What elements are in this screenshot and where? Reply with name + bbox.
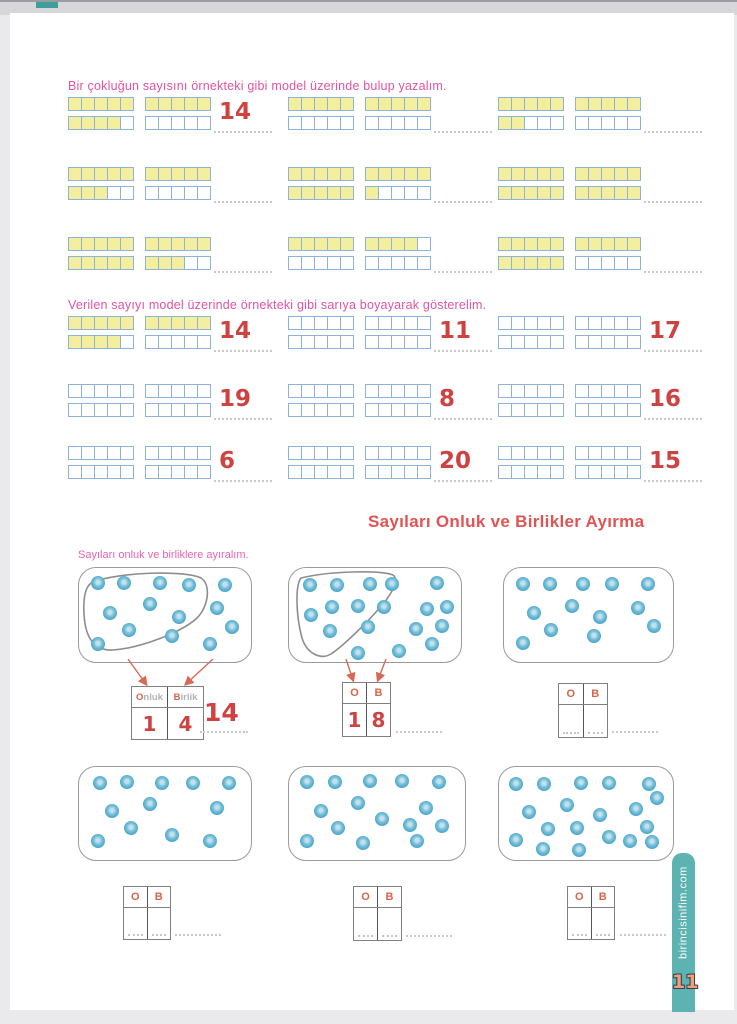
answer-number: 17 xyxy=(649,318,682,344)
tens-header: O xyxy=(361,891,370,903)
counter-dot xyxy=(155,776,169,790)
counter-dot xyxy=(509,777,523,791)
answer-number: 16 xyxy=(649,386,682,412)
counter-dot xyxy=(602,776,616,790)
dot-field xyxy=(499,767,673,860)
counter-dot xyxy=(645,835,659,849)
counter-dot xyxy=(356,836,370,850)
answer-number: 15 xyxy=(649,448,682,474)
counter-dot xyxy=(300,775,314,789)
page-number: 11 xyxy=(672,971,699,993)
counter-dot xyxy=(124,821,138,835)
counter-dot xyxy=(647,619,661,633)
counter-dot xyxy=(419,801,433,815)
counter-dot xyxy=(351,646,365,660)
tens-ones-table-1 xyxy=(131,686,204,740)
dot-field xyxy=(79,568,251,662)
tens-header: O xyxy=(566,688,576,700)
counter-dot xyxy=(222,776,236,790)
counter-dot xyxy=(574,776,588,790)
counter-dot xyxy=(516,577,530,591)
ones-header: B xyxy=(147,887,171,907)
counter-dot xyxy=(593,808,607,822)
answer-line[interactable] xyxy=(612,731,658,733)
ones-header: B xyxy=(591,887,615,907)
counter-dot xyxy=(143,797,157,811)
ones-header: B irlik xyxy=(167,687,203,707)
answer-line[interactable] xyxy=(406,935,452,937)
ones-value: 4 xyxy=(167,708,203,739)
counter-dot xyxy=(330,578,344,592)
tens-ones-table-6 xyxy=(567,886,615,940)
counter-dot xyxy=(587,629,601,643)
counter-dot xyxy=(435,619,449,633)
counter-dot xyxy=(210,801,224,815)
tens-value[interactable] xyxy=(568,908,591,939)
dots-box-4 xyxy=(78,766,252,861)
tens-ones-table-4 xyxy=(123,886,171,940)
counter-dot xyxy=(351,796,365,810)
counter-dot xyxy=(570,821,584,835)
answer-line[interactable] xyxy=(175,934,221,936)
counter-dot xyxy=(91,834,105,848)
section3-heading: Sayıları Onluk ve Birlikler Ayırma xyxy=(368,512,645,531)
counter-dot xyxy=(509,833,523,847)
tens-value[interactable] xyxy=(354,908,377,940)
counter-dot xyxy=(361,620,375,634)
dot-field xyxy=(79,767,251,860)
counter-dot xyxy=(409,622,423,636)
ones-header: B xyxy=(583,684,608,704)
dot-field xyxy=(289,568,461,662)
answer-number: 14 xyxy=(219,318,252,344)
counter-dot xyxy=(186,776,200,790)
tens-value[interactable] xyxy=(559,705,583,737)
tens-ones-table-3 xyxy=(558,683,608,738)
tens-header: O xyxy=(350,687,359,699)
counter-dot xyxy=(395,774,409,788)
counter-dot xyxy=(91,637,105,651)
tens-header: O nluk xyxy=(136,691,163,703)
counter-dot xyxy=(543,577,557,591)
counter-dot xyxy=(572,843,586,857)
tens-value: 1 xyxy=(347,708,362,732)
site-label: birincisinifim.com xyxy=(677,866,690,960)
counter-dot xyxy=(544,623,558,637)
counter-dot xyxy=(432,775,446,789)
counter-dot xyxy=(323,624,337,638)
example-answer-number: 14 xyxy=(204,698,239,727)
counter-dot xyxy=(536,842,550,856)
site-bookmark xyxy=(672,853,699,1012)
counter-dot xyxy=(375,812,389,826)
counter-dot xyxy=(605,577,619,591)
answer-number: 8 xyxy=(439,386,456,412)
counter-dot xyxy=(351,599,365,613)
counter-dot xyxy=(225,620,239,634)
ones-header: B xyxy=(377,887,401,907)
counter-dot xyxy=(303,578,317,592)
counter-dot xyxy=(623,834,637,848)
answer-number: 19 xyxy=(219,386,252,412)
section1-title: Bir çokluğun sayısını örnekteki gibi model üzerinde bulup yazalım. xyxy=(68,79,447,93)
counter-dot xyxy=(377,600,391,614)
tens-value: 1 xyxy=(142,711,157,736)
section3-subtitle: Sayıları onluk ve birliklere ayıralım. xyxy=(78,549,249,561)
dot-field xyxy=(289,767,465,860)
counter-dot xyxy=(363,577,377,591)
counter-dot xyxy=(314,804,328,818)
counter-dot xyxy=(576,577,590,591)
tens-ones-table-5 xyxy=(353,886,402,941)
counter-dot xyxy=(165,629,179,643)
counter-dot xyxy=(410,834,424,848)
dots-box-5 xyxy=(288,766,466,861)
ones-value[interactable] xyxy=(377,908,401,940)
counter-dot xyxy=(527,606,541,620)
counter-dot xyxy=(304,608,318,622)
counter-dot xyxy=(172,610,186,624)
counter-dot xyxy=(516,636,530,650)
counter-dot xyxy=(203,834,217,848)
counter-dot xyxy=(182,578,196,592)
counter-dot xyxy=(537,777,551,791)
counter-dot xyxy=(103,606,117,620)
counter-dot xyxy=(105,804,119,818)
dots-box-3 xyxy=(503,567,674,663)
top-teal-tab xyxy=(36,2,58,8)
counter-dot xyxy=(331,821,345,835)
ones-value[interactable] xyxy=(591,908,615,939)
counter-dot xyxy=(218,578,232,592)
answer-number: 14 xyxy=(219,99,252,125)
answer-number: 6 xyxy=(219,448,236,474)
counter-dot xyxy=(593,610,607,624)
counter-dot xyxy=(541,822,555,836)
counter-dot xyxy=(642,777,656,791)
counter-dot xyxy=(143,597,157,611)
counter-dot xyxy=(93,776,107,790)
counter-dot xyxy=(565,599,579,613)
counter-dot xyxy=(425,637,439,651)
ones-value: 8 xyxy=(366,704,390,736)
dot-field xyxy=(504,568,673,662)
answer-line[interactable] xyxy=(620,934,666,936)
counter-dot xyxy=(420,602,434,616)
counter-dot xyxy=(629,802,643,816)
counter-dot xyxy=(430,576,444,590)
counter-dot xyxy=(602,830,616,844)
counter-dot xyxy=(153,576,167,590)
tens-header: O xyxy=(574,891,584,903)
counter-dot xyxy=(641,577,655,591)
counter-dot xyxy=(91,576,105,590)
dots-box-1 xyxy=(78,567,252,663)
tens-header: O xyxy=(130,891,140,903)
counter-dot xyxy=(403,818,417,832)
answer-line[interactable] xyxy=(200,731,248,733)
ones-header: B xyxy=(366,683,390,703)
counter-dot xyxy=(165,828,179,842)
counter-dot xyxy=(392,644,406,658)
dots-box-6 xyxy=(498,766,674,861)
counter-dot xyxy=(120,775,134,789)
counter-dot xyxy=(650,791,664,805)
counter-dot xyxy=(363,774,377,788)
answer-line[interactable] xyxy=(396,731,442,733)
dots-box-2 xyxy=(288,567,462,663)
counter-dot xyxy=(640,820,654,834)
counter-dot xyxy=(203,637,217,651)
counter-dot xyxy=(325,600,339,614)
ones-value[interactable] xyxy=(147,908,171,939)
tens-ones-table-2 xyxy=(342,682,391,737)
counter-dot xyxy=(117,576,131,590)
counter-dot xyxy=(435,819,449,833)
answer-number: 11 xyxy=(439,318,472,344)
counter-dot xyxy=(210,601,224,615)
counter-dot xyxy=(440,600,454,614)
counter-dot xyxy=(122,623,136,637)
ones-value[interactable] xyxy=(583,705,608,737)
counter-dot xyxy=(631,601,645,615)
tens-value[interactable] xyxy=(124,908,147,939)
counter-dot xyxy=(385,577,399,591)
counter-dot xyxy=(300,834,314,848)
section2-title: Verilen sayıyı model üzerinde örnekteki gibi sarıya boyayarak gösterelim. xyxy=(68,298,487,312)
counter-dot xyxy=(522,805,536,819)
counter-dot xyxy=(328,775,342,789)
answer-number: 20 xyxy=(439,448,472,474)
counter-dot xyxy=(560,798,574,812)
